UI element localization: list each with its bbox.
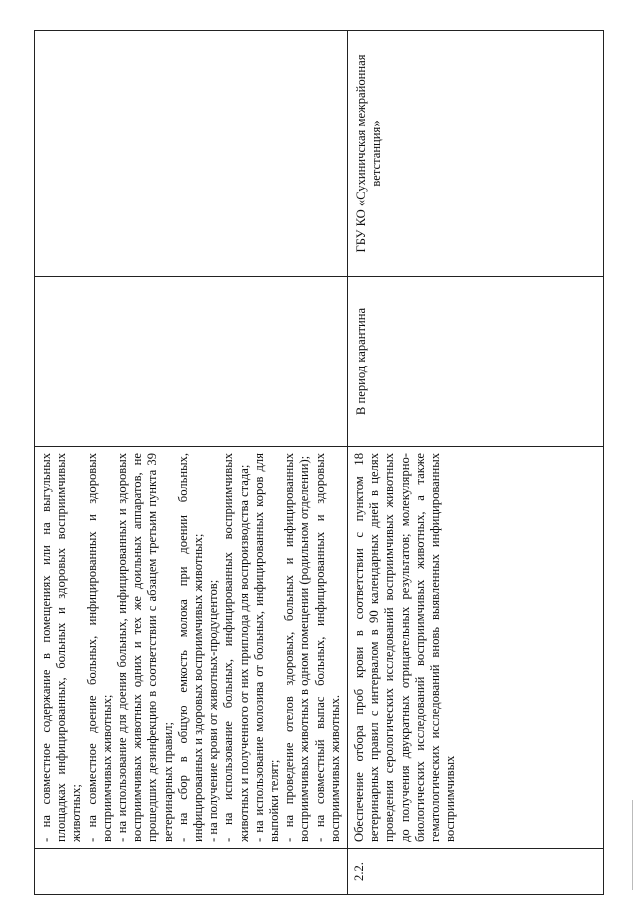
measures-table [34,30,604,895]
responsible-cell: ГБУ КО «Сухиничская межрайонная ветстанция» [348,31,604,277]
table-cell [35,31,348,277]
prohibition-item: - на использование молозива от больных, инфицированных коров для выпойки телят; [251,453,282,842]
table-row [35,31,348,895]
table-cell [35,849,348,895]
measure-description: Обеспечение отбора проб крови в соответствии с пунктом 18 ветеринарных правил с интервалом в 90 календарных дней в целях проведения серологических исследований восприимчивых животных до получения двукратных отрицательных результатов; молекулярно-биологических исследований восприимчивых животных, а также гематологических исследований вновь выявленных инфицированных восприимчивых [348,447,604,849]
prohibitions-list-cell [35,447,348,849]
period-cell: В период карантина [348,277,604,447]
prohibition-item: - на получение крови от животных-продуцентов; [206,579,221,842]
prohibition-item: - на совместное содержание в помещениях или на выгульных площадках инфицированных, больных и здоровых восприимчивых животных; [39,453,84,842]
table-row [348,31,604,895]
rotated-table-container [34,30,604,895]
prohibition-item: - на использование больных, инфицированных восприимчивых животных и полученного от них приплода для воспроизводства стада; [221,453,251,842]
prohibition-item: - на проведение отелов здоровых, больных и инфицированных восприимчивых животных в одном помещении (родильном отделении); [282,453,312,842]
prohibition-item: - на совместный выпас больных, инфицированных и здоровых восприимчивых животных. [312,453,342,842]
prohibition-item: - на сбор в общую емкость молока при доении больных, инфицированных и здоровых восприимчивых животных; [175,453,206,842]
prohibition-item: - на совместное доение больных, инфицированных и здоровых восприимчивых животных; [84,453,114,842]
prohibition-item: - на использование для доения больных, инфицированных и здоровых восприимчивых животных одних и тех же доильных аппаратов, не прошедших дезинфекцию в соответствии с абзацем третьим пункта 39 ветеринарных правил; [115,453,175,842]
row-number: 2.2. [348,849,604,895]
scan-edge-line [632,800,633,890]
table-cell [35,277,348,447]
